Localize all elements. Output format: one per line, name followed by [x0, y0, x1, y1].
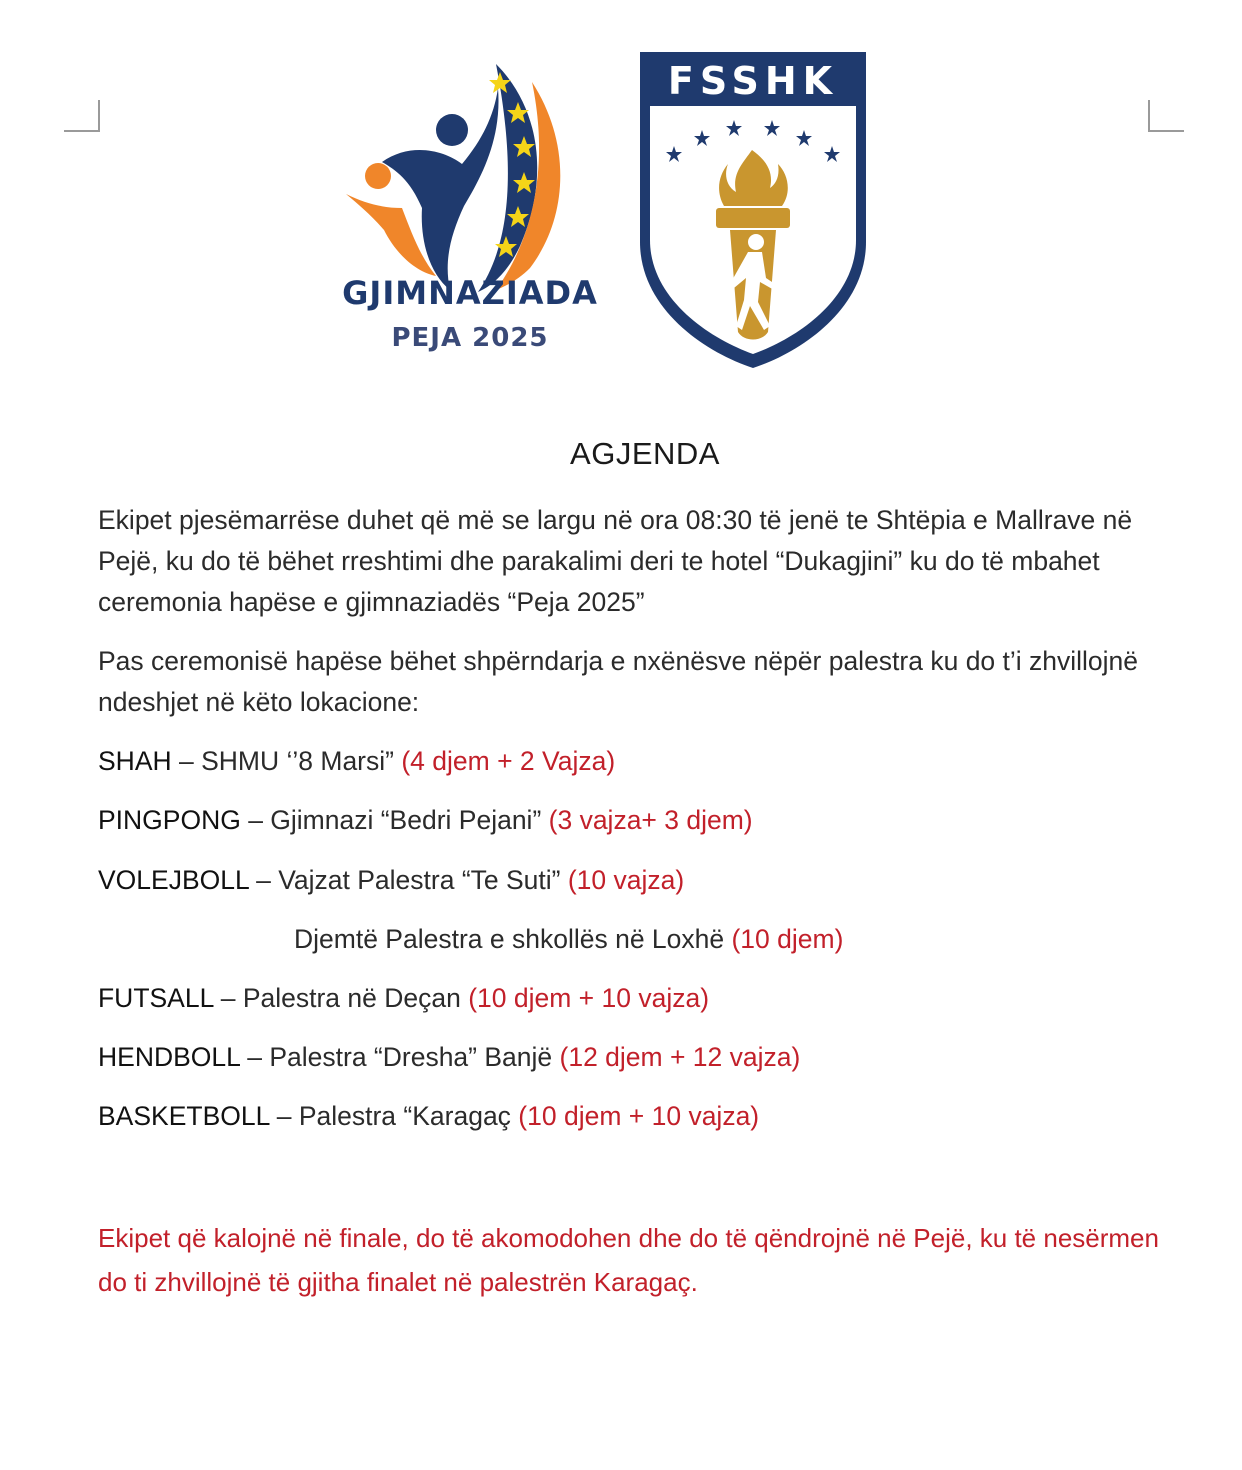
participant-count: (12 djem + 12 vajza)	[559, 1042, 801, 1072]
sport-location: – Palestra “Dresha” Banjë	[239, 1042, 560, 1072]
fsshk-title: FSSHK	[667, 59, 839, 103]
sport-name: HENDBOLL	[98, 1042, 240, 1072]
gjimnaziada-title: GJIMNAZIADA	[342, 274, 598, 312]
participant-count: (3 vajza+ 3 djem)	[548, 805, 753, 835]
sport-location: – SHMU ‘’8 Marsi”	[171, 746, 402, 776]
sport-location: – Vajzat Palestra “Te Suti”	[248, 865, 568, 895]
participant-count: (10 djem + 10 vajza)	[518, 1101, 760, 1131]
sport-name: VOLEJBOLL	[98, 865, 249, 895]
schedule-row-futsall	[98, 981, 709, 1015]
intro-paragraph: Ekipet pjesëmarrëse duhet që më se largu në ora 08:30 të jenë te Shtëpia e Mallrave në Pejë, ku do të bëhet rreshtimi dhe parakalimi deri te hotel “Dukagjini” ku do të mbahet ceremonia hapëse e gjimnaziadës “Peja 2025”	[98, 505, 1133, 617]
sport-location: – Palestra në Deçan	[213, 983, 469, 1013]
finals-note: Ekipet që kalojnë në finale, do të akomodohen dhe do të qëndrojnë në Pejë, ku të nesërmen do ti zhvillojnë të gjitha finalet në palestrën Karagaç.	[98, 1223, 1159, 1297]
sport-name: SHAH	[98, 746, 172, 776]
schedule-row-pingpong	[98, 803, 753, 837]
schedule-row-volejboll-boys	[294, 922, 843, 956]
torch-head	[716, 208, 790, 228]
schedule-row-hendboll	[98, 1040, 800, 1074]
logo-figure-body-navy	[382, 88, 499, 290]
sport-location: – Palestra “Karagaç	[269, 1101, 519, 1131]
page-corner-mark-left	[64, 100, 100, 132]
gjimnaziada-logo	[312, 58, 628, 358]
sport-location: – Gjimnazi “Bedri Pejani”	[240, 805, 549, 835]
gjimnaziada-subtitle: PEJA 2025	[391, 323, 549, 353]
logo-figure-head-navy	[436, 114, 468, 146]
agenda-heading: AGJENDA	[570, 436, 720, 471]
schedule-row-basketboll	[98, 1099, 759, 1133]
logo-figure-head-orange	[365, 163, 391, 189]
page-corner-mark-right	[1148, 100, 1184, 132]
sport-name: FUTSALL	[98, 983, 214, 1013]
sport-name: BASKETBOLL	[98, 1101, 270, 1131]
schedule-row-shah	[98, 744, 615, 778]
schedule-row-volejboll	[98, 863, 684, 897]
distribution-paragraph: Pas ceremonisë hapëse bëhet shpërndarja e nxënësve nëpër palestra ku do t’i zhvillojnë ndeshjet në këto lokacione:	[98, 646, 1139, 717]
sport-name: PINGPONG	[98, 805, 241, 835]
participant-count: (10 djem)	[731, 924, 844, 954]
participant-count: (10 djem + 10 vajza)	[468, 983, 710, 1013]
participant-count: (10 vajza)	[567, 865, 685, 895]
sport-location: Djemtë Palestra e shkollës në Loxhë	[294, 924, 732, 954]
fsshk-shield-logo	[632, 46, 874, 372]
participant-count: (4 djem + 2 Vajza)	[401, 746, 616, 776]
